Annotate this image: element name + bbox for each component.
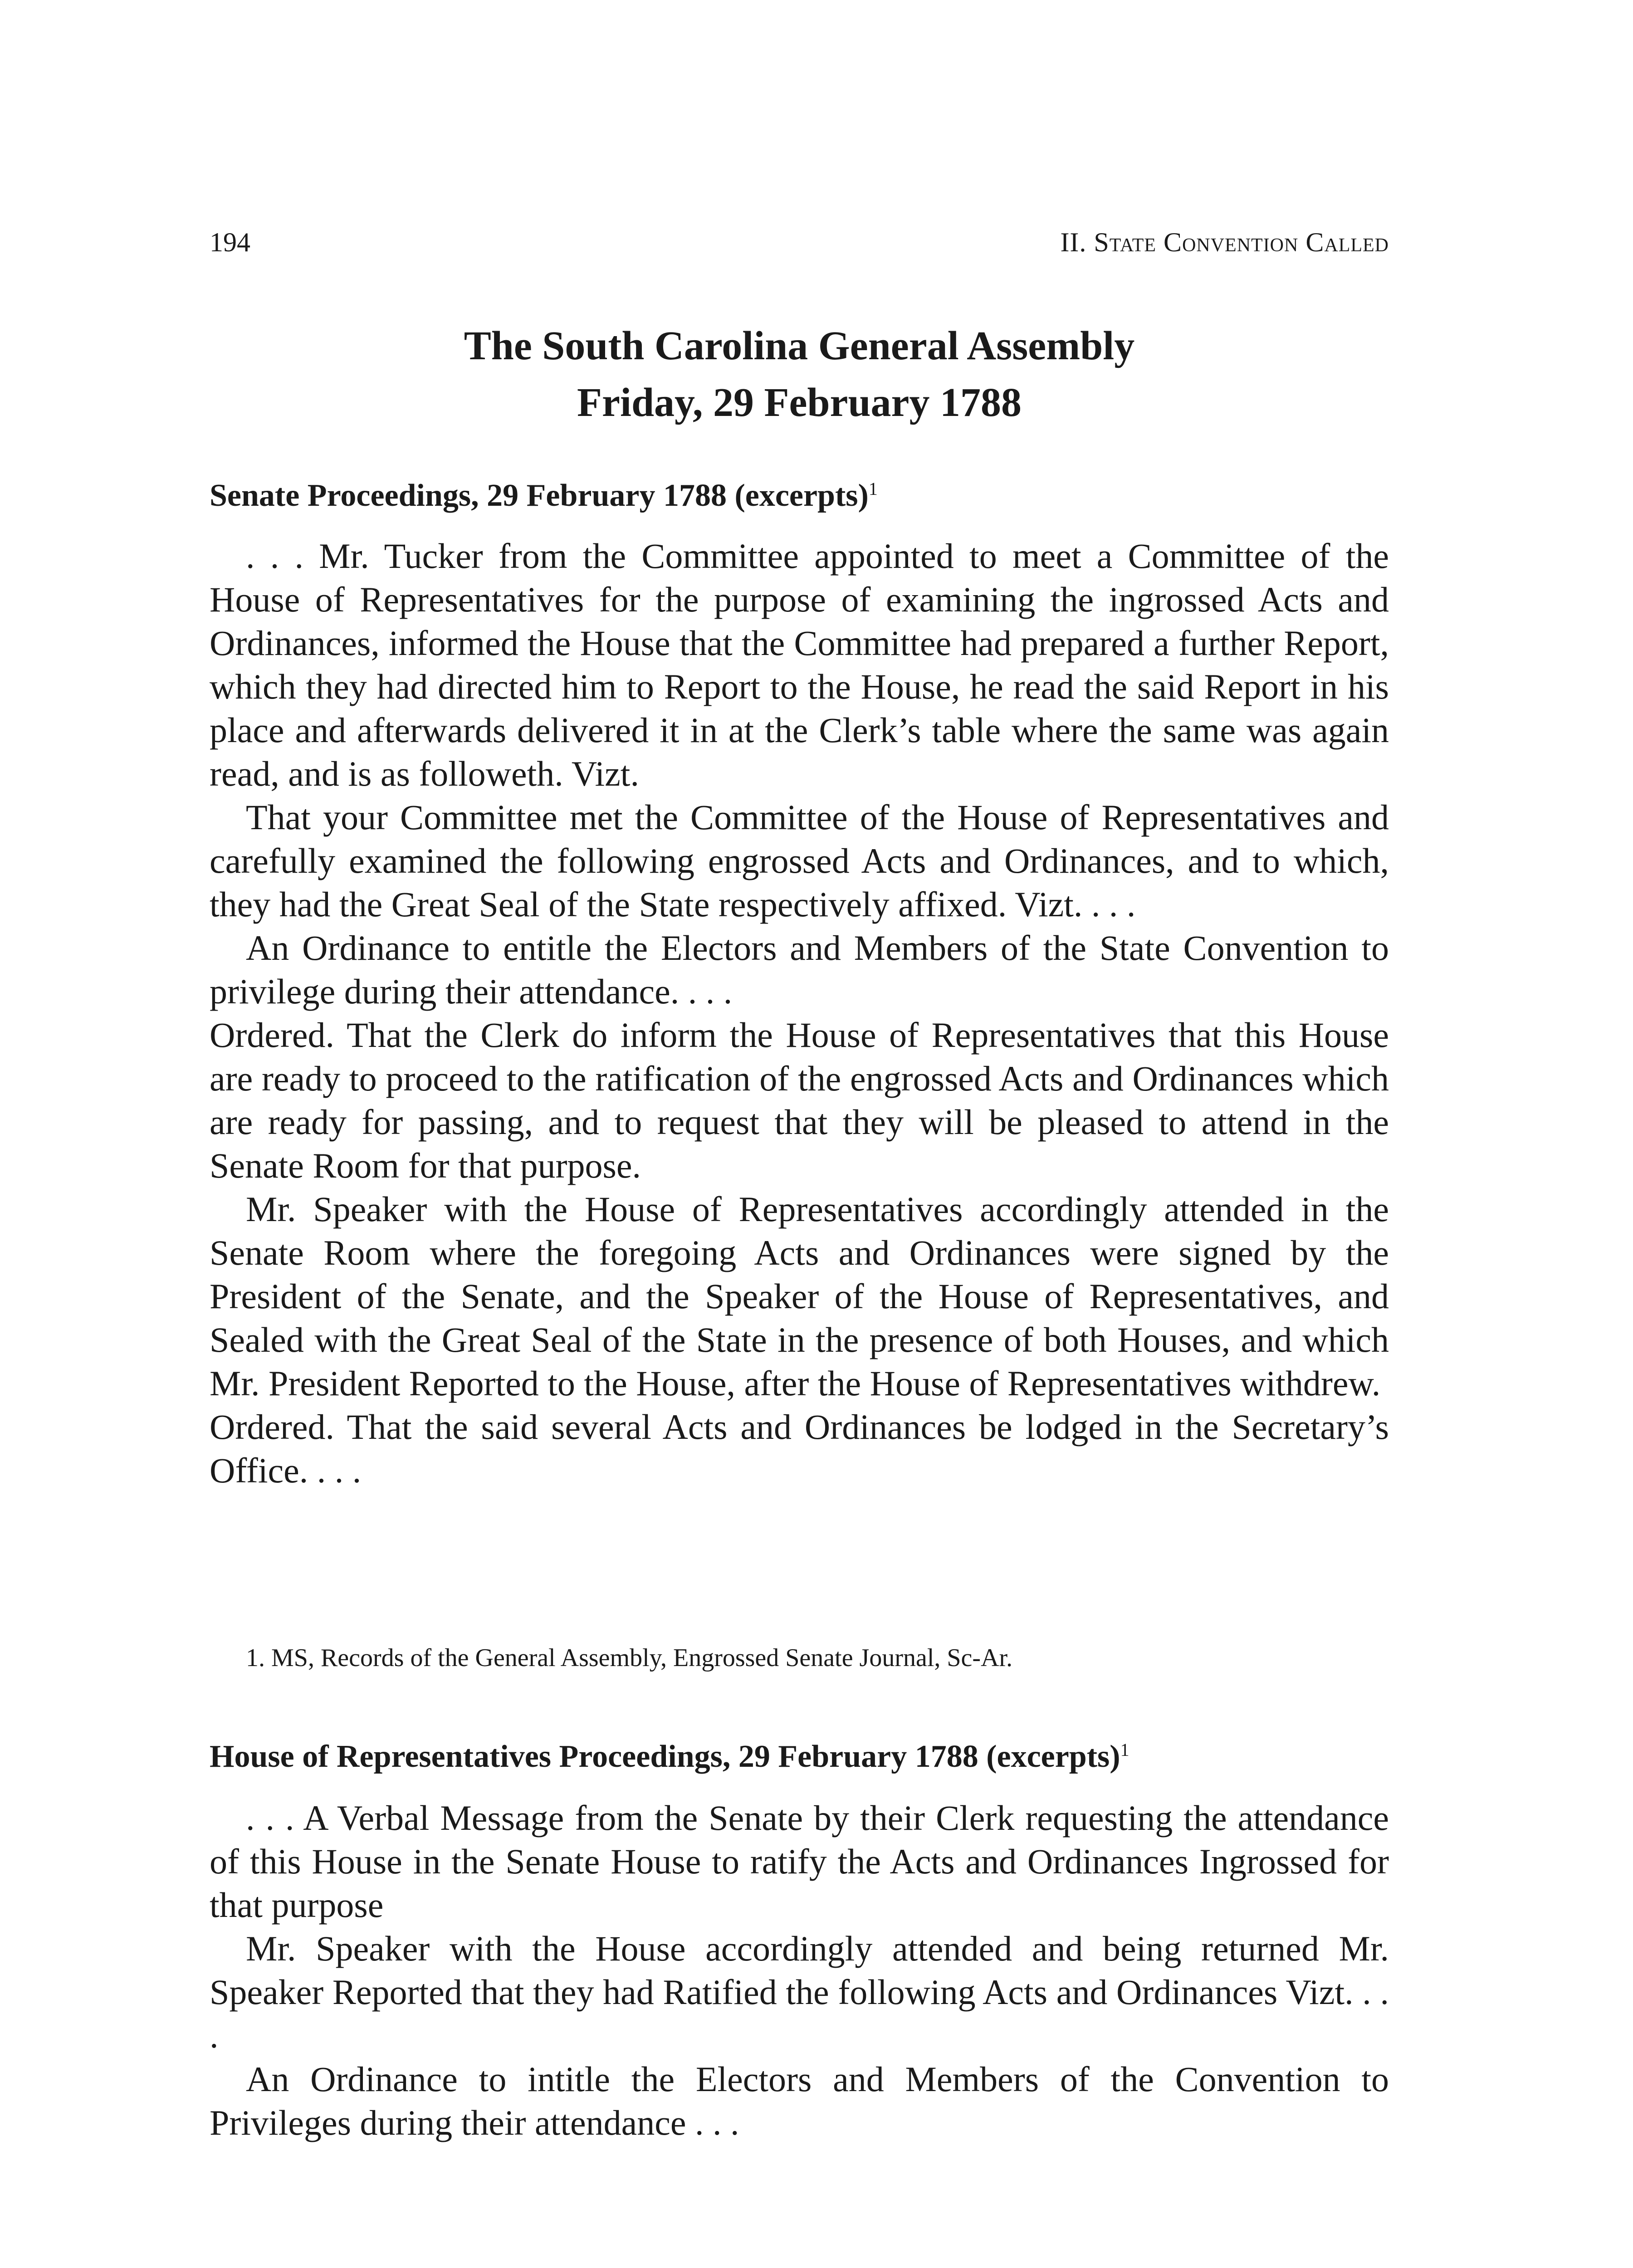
footnote: 1. MS, Records of the General Assembly, Engrossed Senate Journal, Sc-Ar.	[246, 1644, 1013, 1672]
senate-body	[210, 534, 1389, 1492]
senate-note-ref: 1	[868, 479, 878, 499]
running-head	[210, 227, 1389, 272]
house-body	[210, 1796, 1389, 2145]
house-paragraph: Mr. Speaker with the House accordingly attended and being returned Mr. Speaker Reported that they had Ratified the following Acts and Ordinances Vizt. . . .	[210, 1929, 1389, 2055]
senate-paragraph: Ordered. That the said several Acts and Ordinances be lodged in the Secretary’s Office. . . .	[210, 1407, 1389, 1490]
document-title	[210, 318, 1389, 431]
title-line-2: Friday, 29 February 1788	[577, 380, 1022, 425]
house-paragraph: An Ordinance to intitle the Electors and Members of the Convention to Privileges during their attendance . . .	[210, 2059, 1389, 2142]
section-title: II. State Convention Called	[1060, 227, 1389, 257]
page-number: 194	[210, 227, 250, 257]
house-heading-text: House of Representatives Proceedings, 29 February 1788 (excerpts)	[210, 1739, 1120, 1774]
senate-paragraph: An Ordinance to entitle the Electors and Members of the State Convention to privilege during their attendance. . . .	[210, 928, 1389, 1011]
senate-heading-text: Senate Proceedings, 29 February 1788 (excerpts)	[210, 478, 869, 513]
house-note-ref: 1	[1120, 1740, 1129, 1760]
senate-paragraph: That your Committee met the Committee of the House of Representatives and carefully examined the following engrossed Acts and Ordinances, and to which, they had the Great Seal of the State respectively affixed. Vizt. . . .	[210, 797, 1389, 924]
senate-paragraph: Ordered. That the Clerk do inform the House of Representatives that this House are ready to proceed to the ratification of the engrossed Acts and Ordinances which are ready for passing, and to request that they will be pleased to attend in the Senate Room for that purpose.	[210, 1015, 1389, 1185]
senate-paragraph: Mr. Speaker with the House of Representatives accordingly attended in the Senate Room where the foregoing Acts and Ordinances were signed by the President of the Senate, and the Speaker of the House of Representatives, and Sealed with the Great Seal of the State in the presence of both Houses, and which Mr. President Reported to the House, after the House of Representatives withdrew.	[210, 1189, 1389, 1403]
house-heading	[210, 1735, 1389, 1779]
senate-paragraph: . . . Mr. Tucker from the Committee appointed to meet a Committee of the House of Representatives for the purpose of examining the ingrossed Acts and Ordinances, informed the House that the Committee had prepared a further Report, which they had directed him to Report to the House, he read the said Report in his place and afterwards delivered it in at the Clerk’s table where the same was again read, and is as followeth. Vizt.	[210, 536, 1389, 793]
senate-heading	[210, 474, 1389, 518]
house-paragraph: . . . A Verbal Message from the Senate by their Clerk requesting the attendance of this House in the Senate House to ratify the Acts and Ordinances Ingrossed for that purpose	[210, 1798, 1389, 1925]
title-line-1: The South Carolina General Assembly	[464, 323, 1135, 368]
